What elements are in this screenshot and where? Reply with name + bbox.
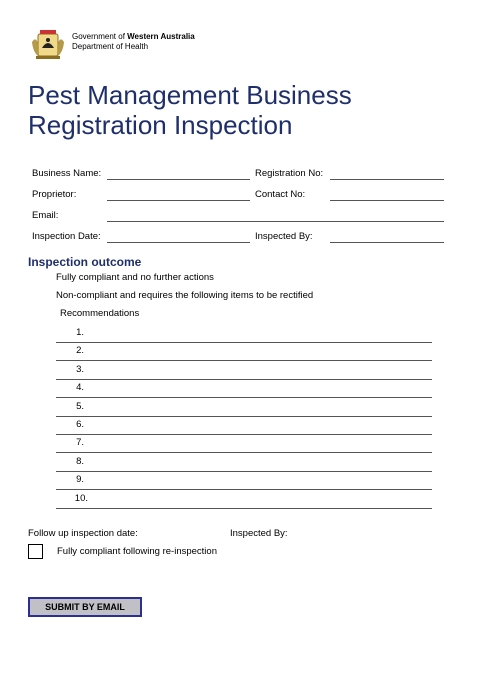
recommendation-number: 2.: [76, 345, 84, 357]
proprietor-label: Proprietor:: [32, 189, 77, 200]
contact-no-label: Contact No:: [255, 189, 306, 200]
email-label: Email:: [32, 210, 59, 221]
recommendation-line[interactable]: [56, 378, 432, 380]
business-name-field[interactable]: [107, 167, 250, 180]
recommendation-number: 7.: [76, 437, 84, 449]
department-name: Department of Health: [72, 42, 149, 51]
inspected-by-field[interactable]: [330, 230, 444, 243]
option-fully-compliant[interactable]: Fully compliant and no further actions: [56, 272, 214, 283]
recommendation-line[interactable]: [56, 396, 432, 398]
page-title: [28, 80, 468, 140]
submit-by-email-button[interactable]: SUBMIT BY EMAIL: [28, 597, 142, 617]
government-text: [72, 32, 195, 52]
recommendation-line[interactable]: [56, 433, 432, 435]
gov-prefix: Government of: [72, 32, 128, 41]
followup-inspected-by-label: Inspected By:: [230, 528, 288, 539]
inspection-date-label: Inspection Date:: [32, 231, 101, 242]
recommendation-line[interactable]: [56, 359, 432, 361]
recommendation-line[interactable]: [56, 470, 432, 472]
recommendation-number: 5.: [76, 400, 84, 412]
option-non-compliant[interactable]: Non-compliant and requires the following items to be rectified: [56, 290, 314, 301]
followup-date-label: Follow up inspection date:: [28, 528, 138, 539]
recommendation-line[interactable]: [56, 415, 432, 417]
recommendation-number: 8.: [76, 455, 84, 467]
inspection-outcome-heading: Inspection outcome: [28, 255, 142, 269]
recommendation-number: 3.: [76, 363, 84, 375]
inspected-by-label: Inspected By:: [255, 231, 313, 242]
proprietor-field[interactable]: [107, 188, 250, 201]
email-field[interactable]: [107, 209, 444, 222]
recommendation-line[interactable]: [56, 451, 432, 453]
reinspection-checkbox[interactable]: [28, 544, 43, 559]
gov-state: Western Australia: [127, 32, 195, 41]
business-name-label: Business Name:: [32, 168, 102, 179]
recommendation-number: 6.: [76, 419, 84, 430]
recommendation-line[interactable]: [56, 488, 432, 490]
title-line-1: Pest Management Business: [28, 80, 352, 110]
recommendation-line[interactable]: [56, 507, 432, 509]
recommendations-label: Recommendations: [60, 308, 140, 319]
inspection-date-field[interactable]: [107, 230, 250, 243]
wa-crest-logo: [30, 28, 66, 62]
recommendation-number: 10.: [74, 492, 88, 504]
registration-no-label: Registration No:: [255, 168, 324, 179]
title-line-2: Registration Inspection: [28, 110, 293, 140]
recommendation-number: 1.: [76, 327, 84, 338]
contact-no-field[interactable]: [330, 188, 444, 201]
recommendation-line[interactable]: [56, 341, 432, 343]
registration-no-field[interactable]: [330, 167, 444, 180]
recommendation-number: 4.: [76, 382, 84, 394]
recommendation-number: 9.: [76, 474, 84, 486]
reinspection-checkbox-label: Fully compliant following re-inspection: [57, 546, 217, 557]
